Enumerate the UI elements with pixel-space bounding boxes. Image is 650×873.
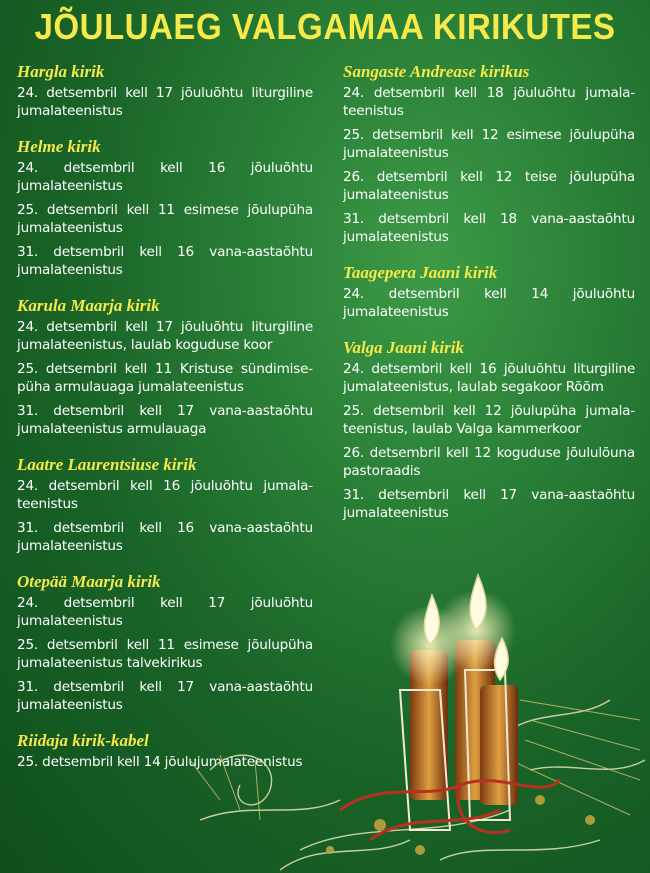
service-entry: 31. detsembril kell 16 vana-aastaõhtu jumalateenistus — [17, 244, 313, 278]
church-name: Laatre Laurentsiuse kirik — [17, 455, 197, 474]
church-name: Valga Jaani kirik — [343, 338, 464, 357]
service-entry: 24. detsembril kell 16 jõuluõhtu jumalateenistus — [17, 160, 313, 194]
service-entry: 24. detsembril kell 17 jõuluõhtu liturgiline jumalateenistus, laulab koguduse koor — [17, 319, 313, 353]
service-entry: 24. detsembril kell 14 jõuluõhtu jumalateenistus — [343, 286, 635, 320]
church-name: Karula Maarja kirik — [17, 296, 160, 315]
church-helme-kirik — [17, 137, 313, 279]
service-entry: 25. detsembril kell 12 jõulupüha jumala-teenistus, laulab Valga kammerkoor — [343, 403, 635, 437]
church-name: Hargla kirik — [17, 62, 105, 81]
christmas-candles-illustration — [180, 570, 650, 873]
church-sangaste-andrease-kirikus — [343, 62, 635, 246]
service-entry: 25. detsembril kell 12 esimese jõulupüha jumalateenistus — [343, 127, 635, 161]
service-entry: 25. detsembril kell 11 Kristuse sündimise-püha armulauaga jumalateenistus — [17, 361, 313, 395]
right-column — [343, 62, 635, 539]
service-entry: 25. detsembril kell 11 esimese jõulupüha jumalateenistus talvekirikus — [17, 637, 313, 671]
church-name: Otepää Maarja kirik — [17, 572, 161, 591]
service-entry: 25. detsembril kell 14 jõulujumalateenistus — [17, 754, 303, 770]
church-hargla-kirik — [17, 62, 313, 120]
service-entry: 31. detsembril kell 17 vana-aastaõhtu jumalateenistus — [17, 679, 313, 713]
service-entry: 31. detsembril kell 16 vana-aastaõhtu jumalateenistus — [17, 520, 313, 554]
page-title: JÕULUAEG VALGAMAA KIRIKUTES — [34, 6, 616, 47]
church-name: Sangaste Andrease kirikus — [343, 62, 530, 81]
service-entry: 25. detsembril kell 11 esimese jõulupüha jumalateenistus — [17, 202, 313, 236]
service-entry: 24. detsembril kell 16 jõuluõhtu liturgiline jumalateenistus, laulab segakoor Rõõm — [343, 361, 635, 395]
service-entry: 31. detsembril kell 17 vana-aastaõhtu jumalateenistus armulauaga — [17, 403, 313, 437]
service-entry: 31. detsembril kell 18 vana-aastaõhtu jumalateenistus — [343, 211, 635, 245]
service-entry: 24. detsembril kell 18 jõuluõhtu jumala-teenistus — [343, 85, 635, 119]
service-entry: 24. detsembril kell 16 jõuluõhtu jumala-teenistus — [17, 478, 313, 512]
church-name: Helme kirik — [17, 137, 101, 156]
service-entry: 26. detsembril kell 12 teise jõulupüha jumalateenistus — [343, 169, 635, 203]
church-karula-maarja-kirik — [17, 296, 313, 438]
church-laatre-laurentsiuse-kirik — [17, 455, 313, 555]
church-valga-jaani-kirik — [343, 338, 635, 522]
service-entry: 24. detsembril kell 17 jõuluõhtu jumalateenistus — [17, 595, 313, 629]
service-entry: 26. detsembril kell 12 koguduse jõululõuna pastoraadis — [343, 445, 635, 479]
church-name: Taagepera Jaani kirik — [343, 263, 498, 282]
church-taagepera-jaani-kirik — [343, 263, 635, 321]
service-entry: 31. detsembril kell 17 vana-aastaõhtu jumalateenistus — [343, 487, 635, 521]
service-entry: 24. detsembril kell 17 jõuluõhtu liturgiline jumalateenistus — [17, 85, 313, 119]
church-name: Riidaja kirik-kabel — [17, 731, 149, 750]
